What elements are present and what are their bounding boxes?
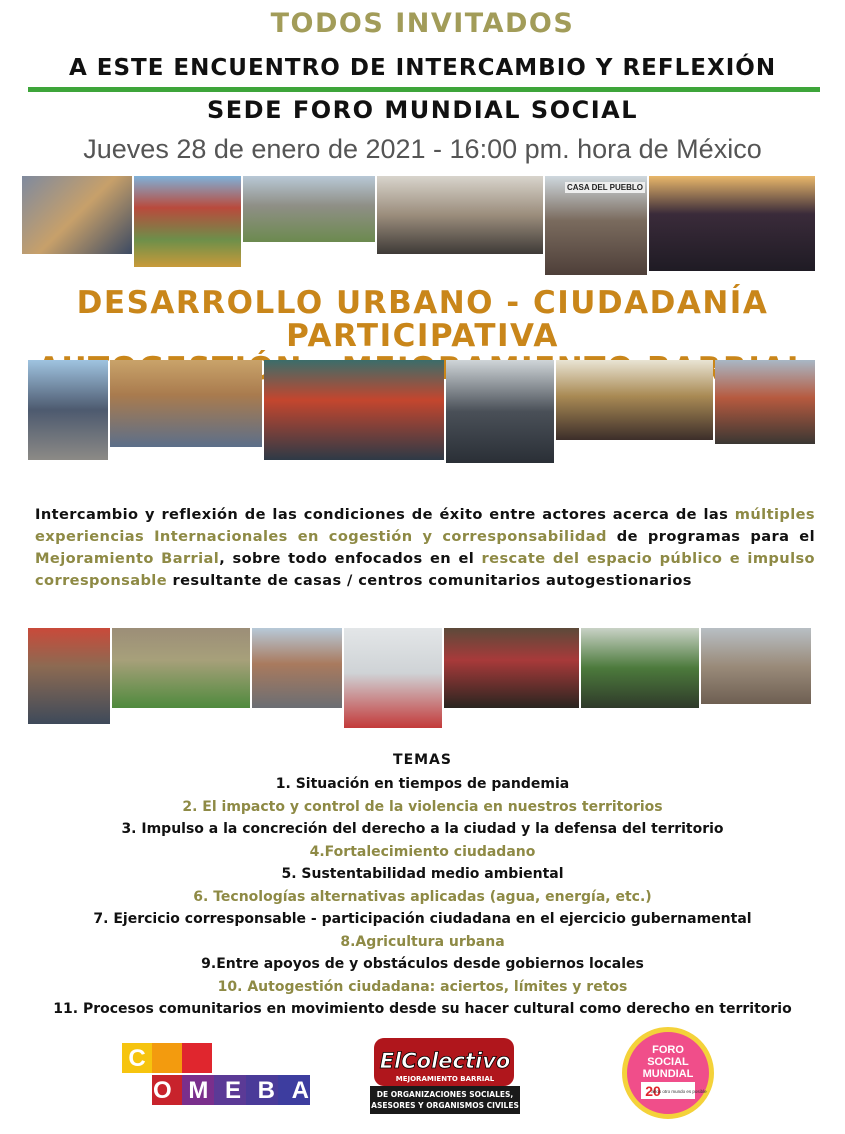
photo-solar-panels — [446, 360, 554, 463]
description-highlight: múltiples experiencias Internacionales en cogestión y corresponsabilidad — [35, 506, 815, 545]
topic-item: 3. Impulso a la concreción del derecho a la ciudad y la defensa del territorio — [121, 821, 724, 837]
photo-row-2 — [28, 360, 817, 463]
comeba-logo — [122, 1043, 312, 1107]
description-text: de programas para el — [606, 528, 815, 545]
event-title: TODOS INVITADOS — [270, 8, 575, 39]
el-colectivo-line1: DE ORGANIZACIONES SOCIALES, — [376, 1090, 514, 1099]
topic-item: 8.Agricultura urbana — [340, 933, 505, 950]
photo-canopy-crowd — [556, 360, 713, 440]
photo-playground — [134, 176, 241, 267]
description-text: Intercambio y reflexión de las condiciones de éxito entre actores acerca de las — [35, 506, 735, 523]
topic-item: 2. El impacto y control de la violencia en nuestros territorios — [182, 798, 663, 815]
photo-sign-text: CASA DEL PUEBLO — [567, 183, 644, 192]
comeba-logo-c: C — [128, 1045, 146, 1072]
topics-list — [0, 773, 845, 1021]
event-subtitle: A ESTE ENCUENTRO DE INTERCAMBIO Y REFLEXIÓN — [68, 55, 777, 81]
photo-meeting-room — [110, 360, 262, 447]
photo-basketball-court — [252, 628, 342, 708]
date-line: Jueves 28 de enero de 2021 - 16:00 pm. hora de México — [83, 134, 762, 164]
topic-item: 11. Procesos comunitarios en movimiento desde su hacer cultural como derecho en territorio — [53, 1001, 792, 1017]
topic-item: 10. Autogestión ciudadana: aciertos, límites y retos — [217, 978, 628, 995]
description-text: , sobre todo enfocados en el — [219, 550, 482, 567]
photo-assembly-crowd — [649, 176, 815, 271]
fsm-logo-l3: MUNDIAL — [642, 1068, 694, 1080]
el-colectivo-tag: MEJORAMIENTO BARRIAL — [395, 1075, 495, 1083]
photo-event-tent — [715, 360, 815, 444]
photo-workshop — [28, 628, 110, 724]
description-highlight: Mejoramiento Barrial — [35, 550, 220, 567]
photo-dance-class — [377, 176, 543, 254]
topic-item: 1. Situación en tiempos de pandemia — [275, 776, 570, 792]
photo-urban-garden — [581, 628, 699, 708]
topic-item: 9.Entre apoyos de y obstáculos desde gobiernos locales — [201, 956, 644, 972]
photo-community-group — [22, 176, 132, 254]
topic-item: 4.Fortalecimiento ciudadano — [309, 843, 536, 860]
photo-plaza — [243, 176, 375, 242]
photo-casa-del-pueblo — [545, 176, 647, 275]
venue-line: SEDE FORO MUNDIAL SOCIAL — [206, 96, 638, 124]
fsm-logo-small: años otro mundo es posible — [651, 1089, 707, 1094]
topics-heading: TEMAS — [393, 752, 452, 768]
el-colectivo-name: ElColectivo — [379, 1049, 511, 1073]
fsm-logo-l2: SOCIAL — [647, 1056, 689, 1068]
photo-row-1 — [22, 176, 817, 275]
photo-mural — [264, 360, 444, 460]
photo-rooftop — [701, 628, 811, 704]
topic-item: 6. Tecnologías alternativas aplicadas (agua, energía, etc.) — [193, 888, 652, 905]
fsm-logo-l1: FORO — [652, 1044, 684, 1056]
el-colectivo-logo — [368, 1030, 522, 1115]
topic-item: 7. Ejercicio corresponsable - participación ciudadana en el ejercicio gubernamental — [93, 911, 752, 927]
photo-community-gathering — [444, 628, 579, 708]
theme-headline-line-1: DESARROLLO URBANO - CIUDADANÍA PARTICIPATIVA — [76, 285, 769, 354]
description-text: resultante de casas / centros comunitarios autogestionarios — [167, 572, 692, 589]
divider — [28, 87, 820, 92]
fsm-logo-num: 20 — [645, 1083, 661, 1099]
description-highlight: rescate del espacio público e impulso corresponsable — [35, 550, 815, 589]
photo-sports-court — [112, 628, 250, 708]
photo-row-3 — [28, 628, 813, 728]
photo-kiosk — [28, 360, 108, 460]
description — [35, 504, 815, 592]
foro-social-mundial-logo — [622, 1027, 714, 1119]
topic-item: 5. Sustentabilidad medio ambiental — [281, 866, 564, 882]
el-colectivo-line2: ASESORES Y ORGANISMOS CIVILES — [371, 1101, 519, 1110]
comeba-logo-text: OMEBA — [153, 1077, 309, 1104]
photo-greenhouse — [344, 628, 442, 728]
